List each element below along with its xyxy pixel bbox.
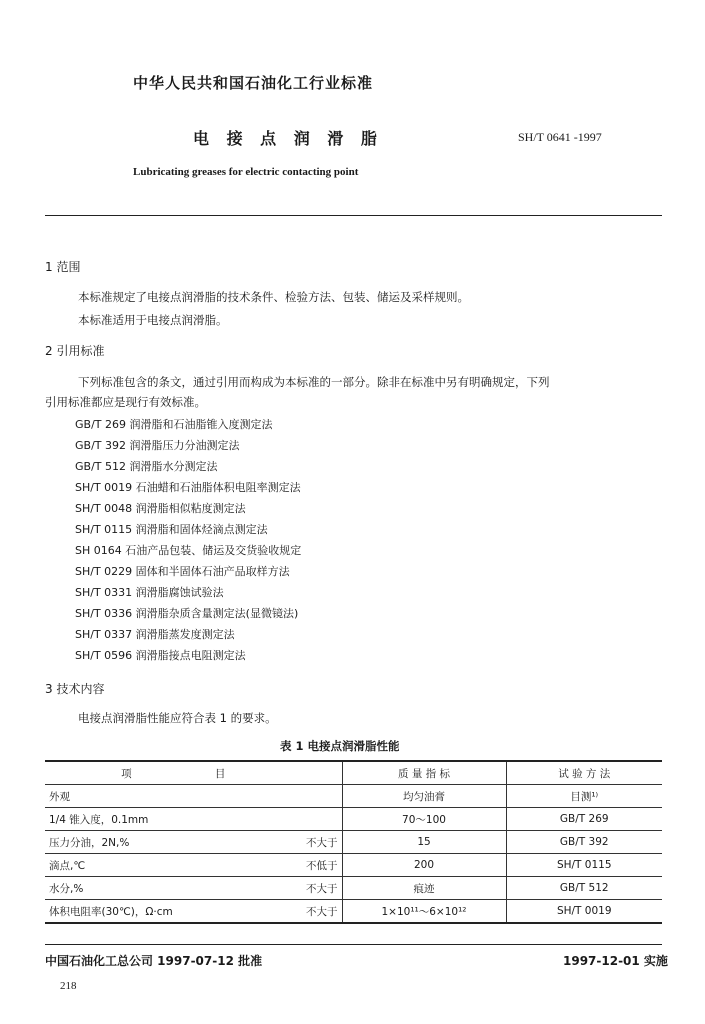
- reference-item: SH/T 0336 润滑脂杂质含量测定法(显微镜法): [75, 607, 299, 620]
- page-number: 218: [60, 980, 77, 992]
- row-item: 1/4 锥入度，0.1mm: [49, 813, 149, 826]
- reference-item: SH/T 0596 润滑脂接点电阻测定法: [75, 649, 246, 662]
- implementation-date: 1997-12-01 实施: [563, 954, 668, 968]
- row-limit: 不大于: [306, 882, 338, 895]
- row-method: 目测¹⁾: [506, 785, 662, 808]
- row-limit: 不低于: [306, 859, 338, 872]
- reference-item: SH/T 0048 润滑脂相似粘度测定法: [75, 502, 246, 515]
- row-item-cell: [45, 785, 342, 808]
- header-item: 项 目: [45, 761, 342, 785]
- row-value: 200: [342, 854, 506, 877]
- header-divider: [45, 215, 662, 216]
- reference-item: GB/T 392 润滑脂压力分油测定法: [75, 439, 240, 452]
- row-limit: 不大于: [306, 905, 338, 918]
- section-1-paragraph: 本标准适用于电接点润滑脂。: [78, 313, 228, 327]
- table-row: [45, 831, 662, 854]
- section-2-intro-continued: 引用标准都应是现行有效标准。: [45, 395, 206, 409]
- section-1-paragraph: 本标准规定了电接点润滑脂的技术条件、检验方法、包装、储运及采样规则。: [78, 290, 469, 304]
- row-value: 15: [342, 831, 506, 854]
- row-method: GB/T 269: [506, 808, 662, 831]
- row-value: 痕迹: [342, 877, 506, 900]
- table-row: [45, 785, 662, 808]
- row-item: 水分,%: [49, 882, 84, 895]
- reference-item: GB/T 269 润滑脂和石油脂锥入度测定法: [75, 418, 273, 431]
- section-1-heading: 1 范围: [45, 260, 81, 274]
- row-limit: 不大于: [306, 836, 338, 849]
- header-quality: 质 量 指 标: [342, 761, 506, 785]
- approval-line: 中国石油化工总公司 1997-07-12 批准: [45, 954, 263, 968]
- english-title: Lubricating greases for electric contacting point: [133, 166, 359, 178]
- reference-item: GB/T 512 润滑脂水分测定法: [75, 460, 218, 473]
- row-item-cell: [45, 808, 342, 831]
- issuing-organization: 中华人民共和国石油化工行业标准: [133, 74, 374, 92]
- table-row: [45, 854, 662, 877]
- row-item: 外观: [49, 790, 70, 803]
- standard-number: SH/T 0641 -1997: [518, 130, 602, 144]
- section-2-intro: 下列标准包含的条文，通过引用而构成为本标准的一部分。除非在标准中另有明确规定，下列: [78, 375, 550, 389]
- row-method: SH/T 0019: [506, 900, 662, 924]
- row-item-cell: [45, 831, 342, 854]
- table-row: [45, 900, 662, 924]
- row-item: 体积电阻率(30℃)，Ω·cm: [49, 905, 173, 918]
- reference-item: SH/T 0337 润滑脂蒸发度测定法: [75, 628, 235, 641]
- table-caption: 表 1 电接点润滑脂性能: [280, 739, 400, 753]
- table-row: [45, 808, 662, 831]
- header-method: 试 验 方 法: [506, 761, 662, 785]
- row-method: GB/T 512: [506, 877, 662, 900]
- table-row: [45, 877, 662, 900]
- row-value: 均匀油膏: [342, 785, 506, 808]
- reference-item: SH 0164 石油产品包装、储运及交货验收规定: [75, 544, 302, 557]
- row-value: 1×10¹¹～6×10¹²: [342, 900, 506, 924]
- row-item-cell: [45, 900, 342, 924]
- reference-item: SH/T 0229 固体和半固体石油产品取样方法: [75, 565, 290, 578]
- reference-item: SH/T 0019 石油蜡和石油脂体积电阻率测定法: [75, 481, 301, 494]
- footer-divider: [45, 944, 662, 945]
- row-item-cell: [45, 877, 342, 900]
- row-item: 滴点,℃: [49, 859, 86, 872]
- properties-table: [45, 760, 662, 924]
- row-value: 70～100: [342, 808, 506, 831]
- row-item: 压力分油，2N,%: [49, 836, 130, 849]
- row-method: SH/T 0115: [506, 854, 662, 877]
- reference-item: SH/T 0115 润滑脂和固体烃滴点测定法: [75, 523, 268, 536]
- row-item-cell: [45, 854, 342, 877]
- section-3-heading: 3 技术内容: [45, 682, 105, 696]
- section-3-paragraph: 电接点润滑脂性能应符合表 1 的要求。: [78, 711, 277, 725]
- row-method: GB/T 392: [506, 831, 662, 854]
- document-title: 电 接 点 润 滑 脂: [193, 129, 383, 148]
- reference-item: SH/T 0331 润滑脂腐蚀试验法: [75, 586, 224, 599]
- table-header-row: [45, 761, 662, 785]
- section-2-heading: 2 引用标准: [45, 344, 105, 358]
